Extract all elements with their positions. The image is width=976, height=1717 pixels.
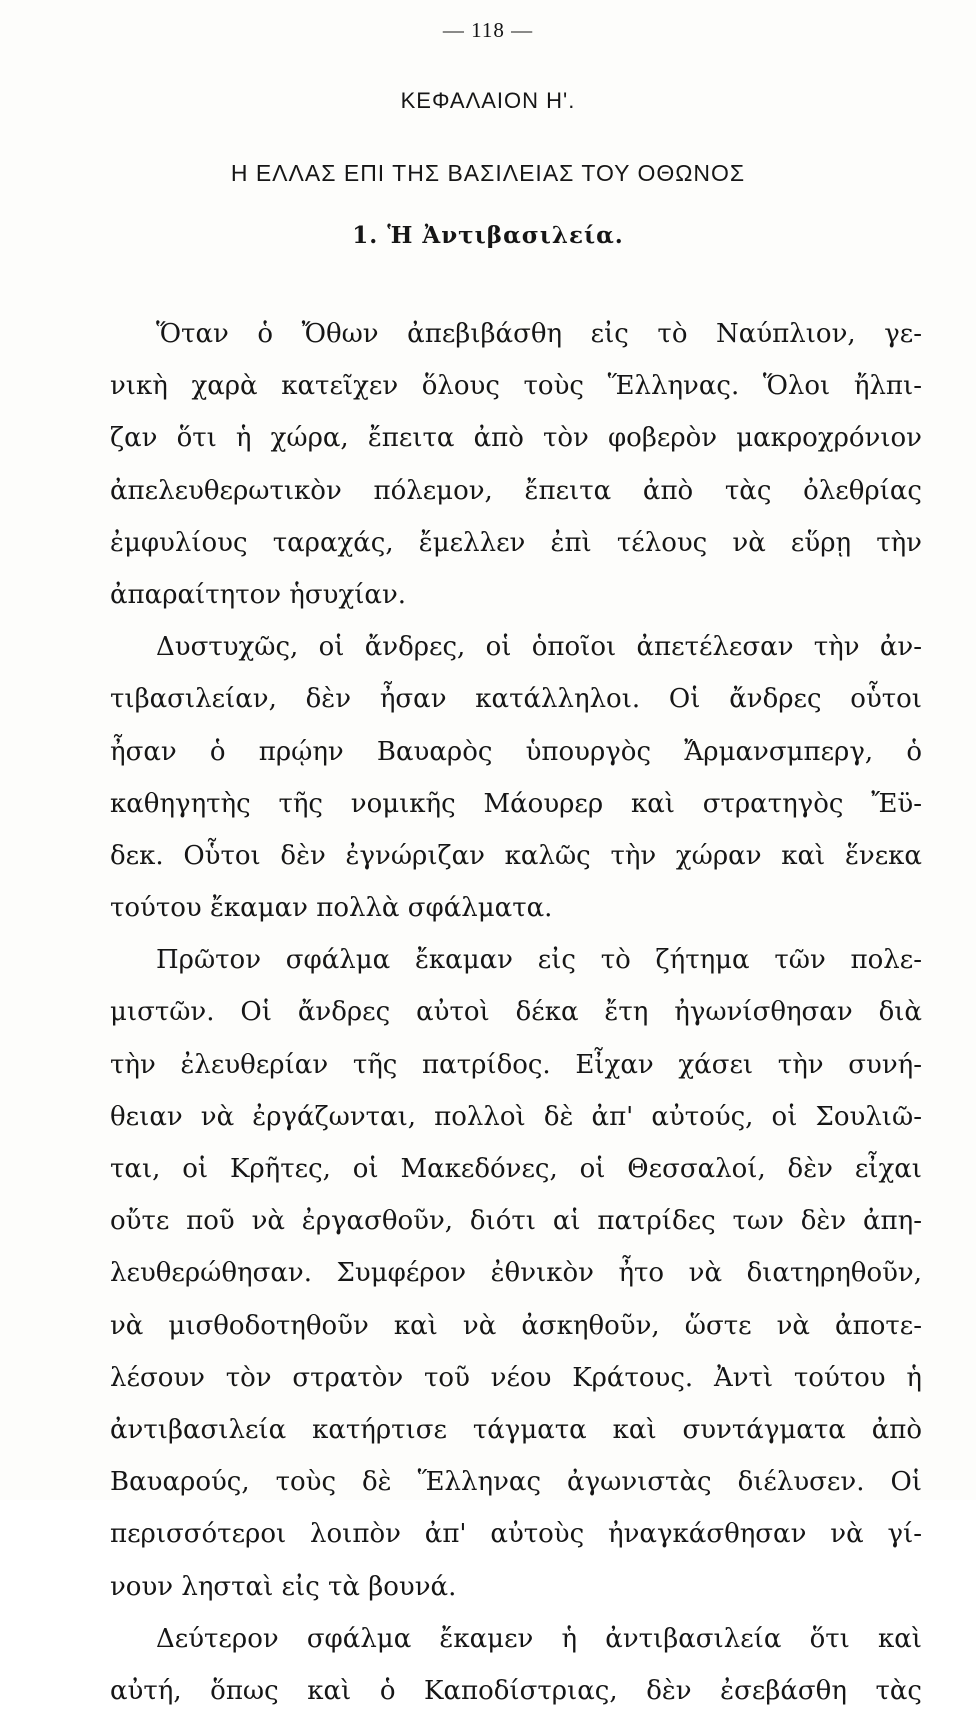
text-line: ἦσαν ὁ πρῴην Βαυαρὸς ὑπουργὸς Ἄρμανσμπεργ, ὁ [110, 736, 922, 767]
text-line: Βαυαρούς, τοὺς δὲ Ἕλληνας ἀγωνιστὰς διέλυσεν. Οἱ [110, 1467, 922, 1498]
text-line: μιστῶν. Οἱ ἄνδρες αὐτοὶ δέκα ἔτη ἠγωνίσθησαν διὰ [110, 997, 922, 1028]
page-number: — 118 — [442, 18, 534, 42]
text-line: νικὴ χαρὰ κατεῖχεν ὅλους τοὺς Ἕλληνας. Ὅλοι ἤλπι- [110, 371, 922, 402]
text-line: οὔτε ποῦ νὰ ἐργασθοῦν, διότι αἱ πατρίδες των δὲν ἀπη- [110, 1206, 922, 1237]
text-line: λευθερώθησαν. Συμφέρον ἐθνικὸν ἦτο νὰ διατηρηθοῦν, [110, 1258, 922, 1289]
text-line: ἐμφυλίους ταραχάς, ἔμελλεν ἐπὶ τέλους νὰ εὕρῃ τὴν [110, 527, 922, 558]
text-line: αὐτή, ὅπως καὶ ὁ Καποδίστριας, δὲν ἐσεβάσθη τὰς [110, 1675, 922, 1706]
section-title: 1. Ἡ Ἀντιβασιλεία. [352, 222, 624, 249]
text-line: τιβασιλείαν, δὲν ἦσαν κατάλληλοι. Οἱ ἄνδρες οὗτοι [110, 684, 922, 715]
text-line: ται, οἱ Κρῆτες, οἱ Μακεδόνες, οἱ Θεσσαλοί, δὲν εἶχαι [110, 1154, 922, 1184]
text-line: Πρῶτον σφάλμα ἔκαμαν εἰς τὸ ζήτημα τῶν πολε- [156, 945, 922, 976]
text-line: Δυστυχῶς, οἱ ἄνδρες, οἱ ὁποῖοι ἀπετέλεσαν τὴν ἀν- [156, 632, 922, 663]
text-line: θειαν νὰ ἐργάζωνται, πολλοὶ δὲ ἀπ' αὐτούς, οἱ Σουλιῶ- [110, 1101, 922, 1132]
body-text [110, 308, 922, 1717]
text-line: νὰ μισθοδοτηθοῦν καὶ νὰ ἀσκηθοῦν, ὥστε νὰ ἀποτε- [110, 1310, 922, 1341]
text-line: ἀντιβασιλεία κατήρτισε τάγματα καὶ συντάγματα ἀπὸ [110, 1414, 922, 1445]
chapter-heading: ΚΕΦΑΛΑΙΟΝ Η'. [400, 88, 576, 113]
text-line: ἀπαραίτητον ἡσυχίαν. [110, 579, 407, 610]
text-line: καθηγητὴς τῆς νομικῆς Μάουρερ καὶ στρατηγὸς Ἔϋ- [110, 788, 922, 819]
text-line: Ὅταν ὁ Ὄθων ἀπεβιβάσθη εἰς τὸ Ναύπλιον, γε- [156, 319, 922, 349]
text-line: τὴν ἐλευθερίαν τῆς πατρίδος. Εἶχαν χάσει τὴν συνή- [110, 1049, 922, 1080]
text-line: δεκ. Οὗτοι δὲν ἐγνώριζαν καλῶς τὴν χώραν καὶ ἕνεκα [110, 840, 922, 871]
text-line: ζαν ὅτι ἡ χώρα, ἔπειτα ἀπὸ τὸν φοβερὸν μακροχρόνιον [110, 423, 922, 454]
text-line: περισσότεροι λοιπὸν ἀπ' αὐτοὺς ἠναγκάσθησαν νὰ γί- [110, 1519, 922, 1550]
chapter-title: Η ΕΛΛΑΣ ΕΠΙ ΤΗΣ ΒΑΣΙΛΕΙΑΣ ΤΟΥ ΟΘΩΝΟΣ [230, 160, 746, 186]
text-line: νουν λησταὶ εἰς τὰ βουνά. [110, 1571, 457, 1602]
text-line: Δεύτερον σφάλμα ἔκαμεν ἡ ἀντιβασιλεία ὅτι καὶ [156, 1623, 922, 1654]
text-line: λέσουν τὸν στρατὸν τοῦ νέου Κράτους. Ἀντὶ τούτου ἡ [110, 1362, 922, 1393]
text-line: τούτου ἔκαμαν πολλὰ σφάλματα. [110, 893, 553, 924]
text-line: ἀπελευθερωτικὸν πόλεμον, ἔπειτα ἀπὸ τὰς ὀλεθρίας [110, 475, 922, 506]
